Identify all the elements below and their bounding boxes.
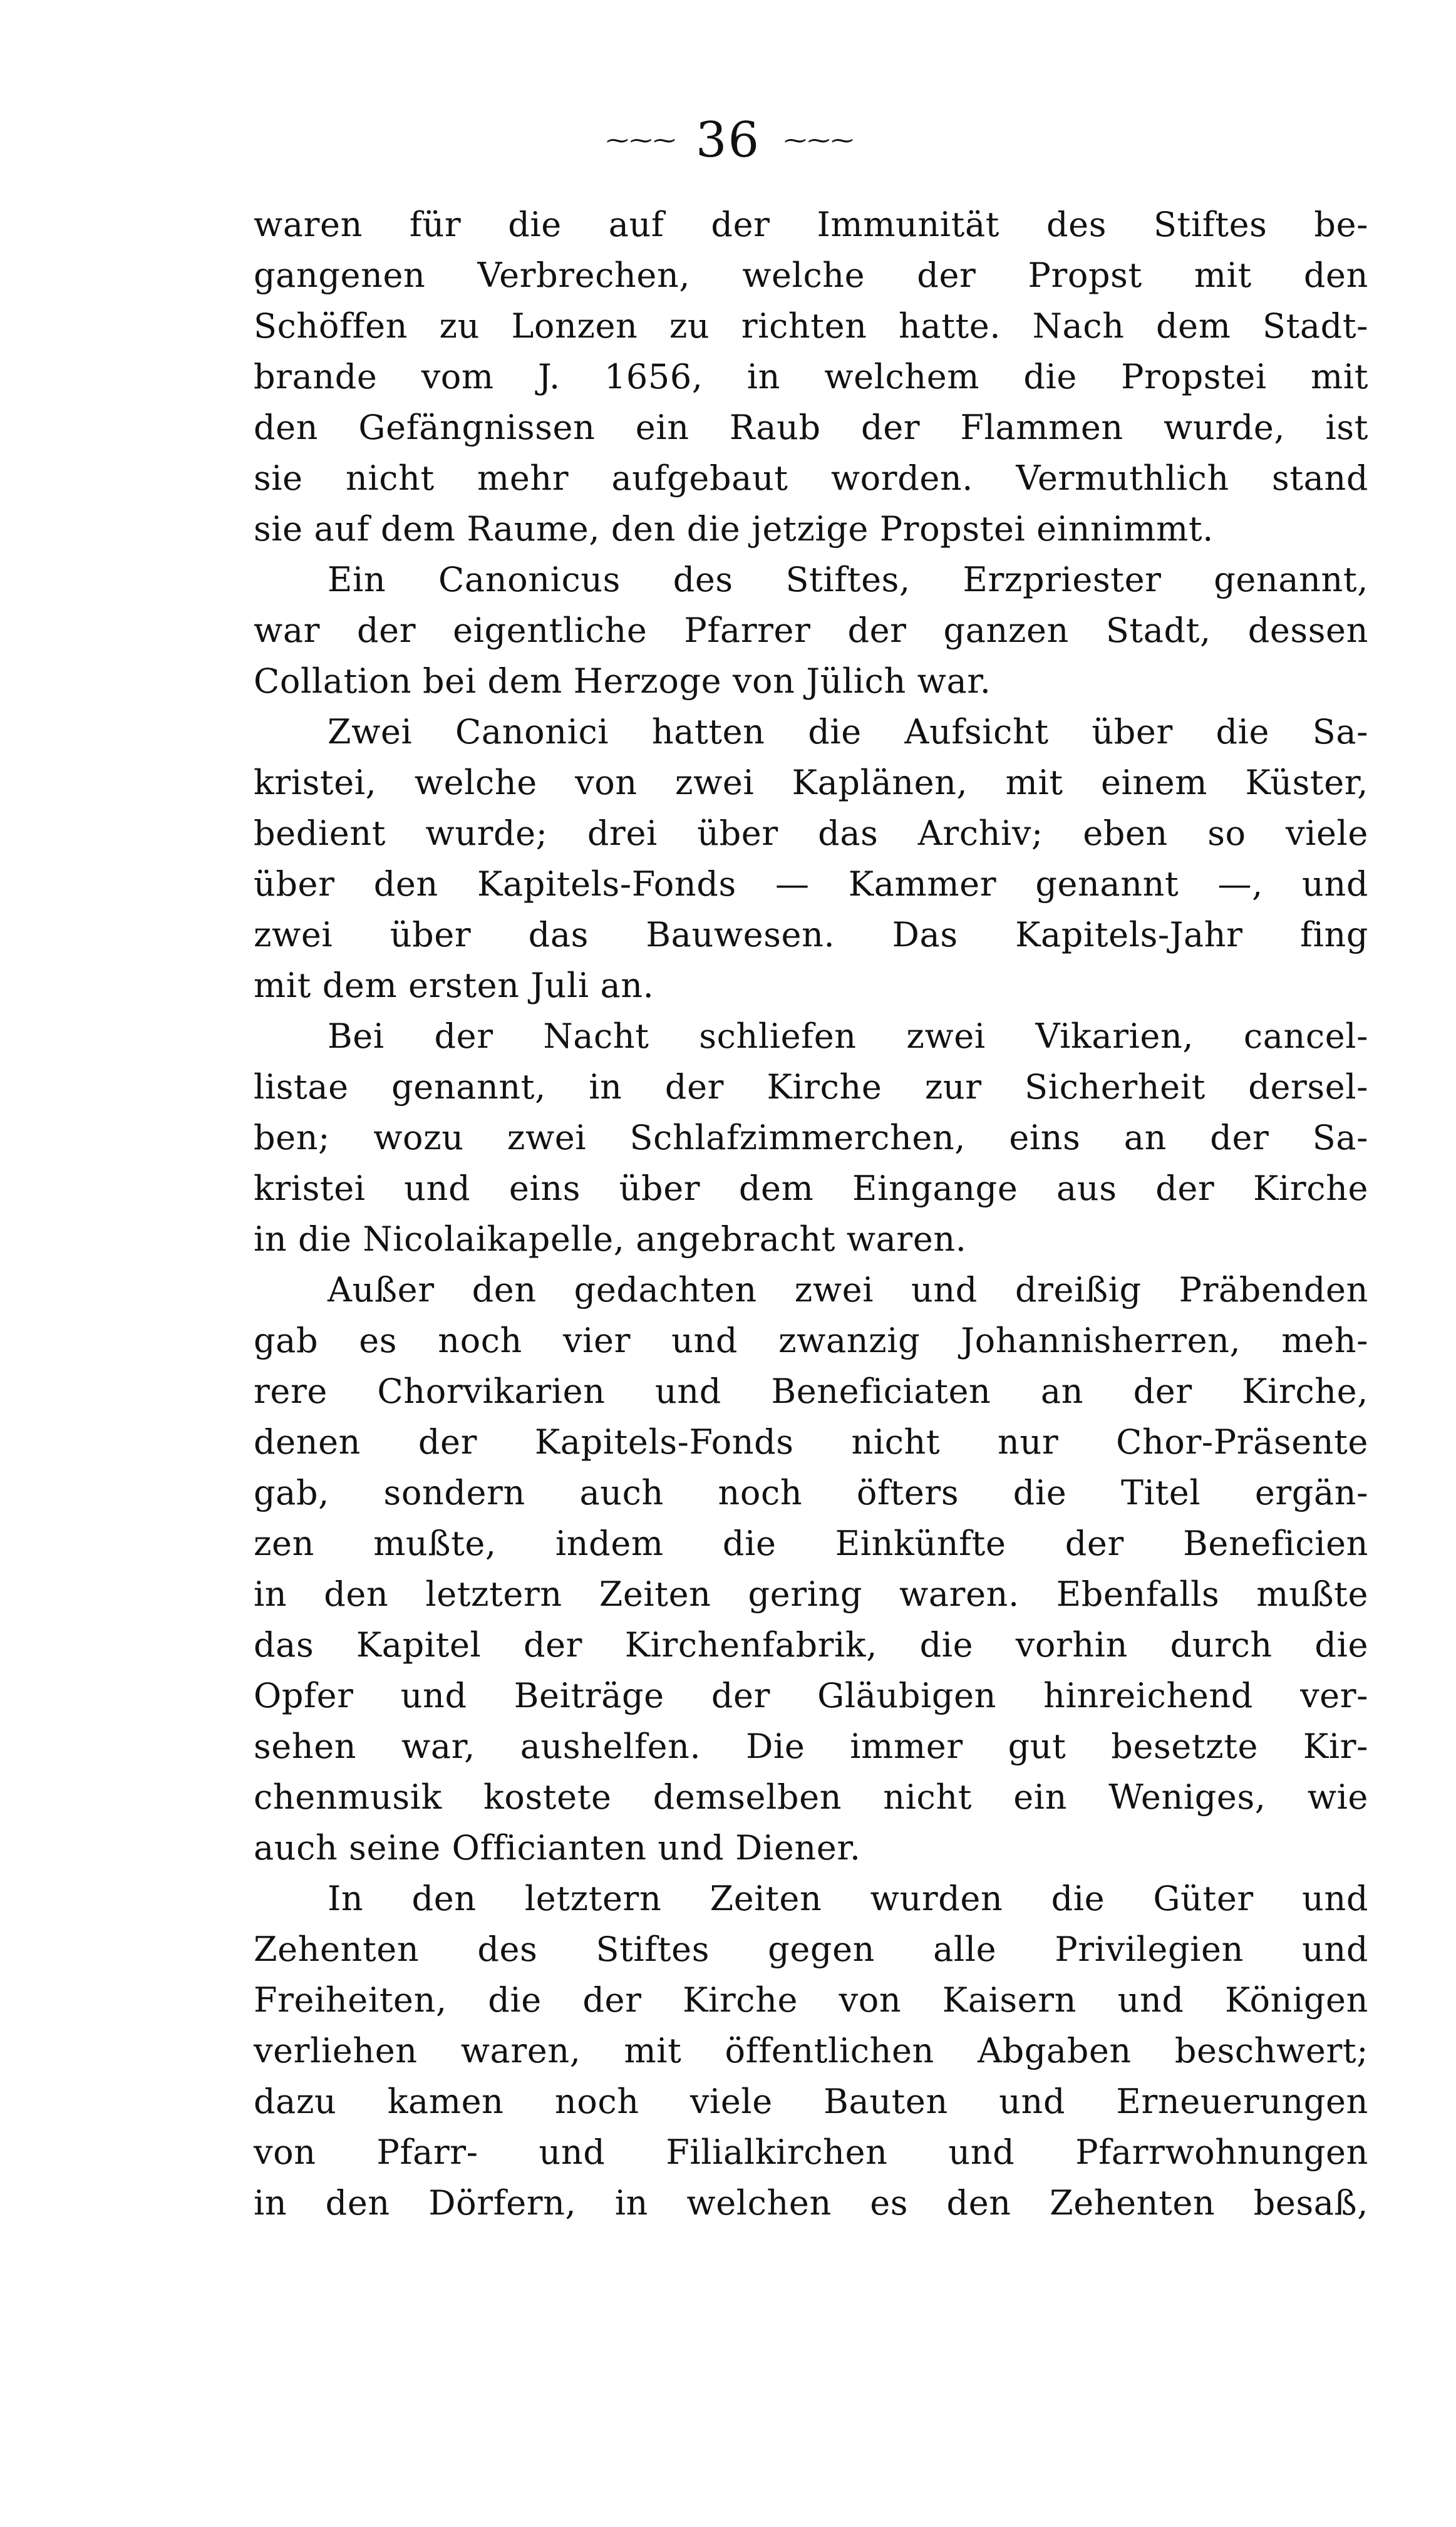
text-line: sie nicht mehr aufgebaut worden. Vermuthlich stand	[254, 458, 1368, 498]
header-ornament-left: ~~~	[604, 127, 674, 153]
text-line: Schöffen zu Lonzen zu richten hatte. Nach dem Stadt-	[254, 306, 1368, 346]
text-line: denen der Kapitels-Fonds nicht nur Chor-Präsente	[254, 1422, 1368, 1462]
text-line: kristei, welche von zwei Kaplänen, mit einem Küster,	[254, 763, 1368, 802]
text-line: brande vom J. 1656, in welchem die Propstei mit	[254, 357, 1368, 396]
text-line: den Gefängnissen ein Raub der Flammen wurde, ist	[254, 408, 1368, 447]
text-line: In den letztern Zeiten wurden die Güter und	[328, 1879, 1368, 1918]
text-line: das Kapitel der Kirchenfabrik, die vorhin durch die	[254, 1625, 1368, 1665]
text-line: chenmusik kostete demselben nicht ein Weniges, wie	[254, 1777, 1368, 1817]
text-line: kristei und eins über dem Eingange aus der Kirche	[254, 1169, 1368, 1208]
text-line: Opfer und Beiträge der Gläubigen hinreichend ver-	[254, 1676, 1368, 1715]
header-ornament-right: ~~~	[782, 127, 852, 153]
text-line: zen mußte, indem die Einkünfte der Beneficien	[254, 1524, 1368, 1563]
text-line: bedient wurde; drei über das Archiv; eben so viele	[254, 814, 1368, 853]
text-line: ben; wozu zwei Schlafzimmerchen, eins an der Sa-	[254, 1118, 1368, 1157]
text-line: sehen war, aushelfen. Die immer gut besetzte Kir-	[254, 1727, 1368, 1766]
text-line: Zwei Canonici hatten die Aufsicht über die Sa-	[328, 712, 1368, 752]
text-line: war der eigentliche Pfarrer der ganzen Stadt, dessen	[254, 611, 1368, 650]
body-text	[254, 199, 1368, 2228]
text-line: mit dem ersten Juli an.	[254, 966, 654, 1005]
page-number: 36	[695, 111, 761, 168]
text-line: in den Dörfern, in welchen es den Zehenten besaß,	[254, 2183, 1368, 2223]
text-line: von Pfarr- und Filialkirchen und Pfarrwohnungen	[254, 2132, 1368, 2172]
text-line: verliehen waren, mit öffentlichen Abgaben beschwert;	[254, 2031, 1368, 2070]
text-line: zwei über das Bauwesen. Das Kapitels-Jahr fing	[254, 915, 1368, 954]
text-line: auch seine Officianten und Diener.	[254, 1828, 861, 1868]
text-line: sie auf dem Raume, den die jetzige Propstei einnimmt.	[254, 509, 1214, 549]
text-line: in die Nicolaikapelle, angebracht waren.	[254, 1219, 967, 1259]
text-line: waren für die auf der Immunität des Stiftes be-	[254, 205, 1368, 244]
text-line: gab, sondern auch noch öfters die Titel ergän-	[254, 1473, 1368, 1512]
text-line: Außer den gedachten zwei und dreißig Präbenden	[328, 1270, 1368, 1310]
text-line: gab es noch vier und zwanzig Johannisherren, meh-	[254, 1321, 1368, 1360]
text-line: Collation bei dem Herzoge von Jülich war.	[254, 661, 991, 701]
text-line: Ein Canonicus des Stiftes, Erzpriester genannt,	[328, 560, 1368, 599]
text-line: in den letztern Zeiten gering waren. Ebenfalls mußte	[254, 1574, 1368, 1614]
text-line: Zehenten des Stiftes gegen alle Privilegien und	[254, 1930, 1368, 1969]
text-line: rere Chorvikarien und Beneficiaten an der Kirche,	[254, 1372, 1368, 1411]
text-line: Bei der Nacht schliefen zwei Vikarien, cancel-	[328, 1016, 1368, 1056]
text-line: über den Kapitels-Fonds — Kammer genannt —, und	[254, 864, 1368, 904]
text-line: dazu kamen noch viele Bauten und Erneuerungen	[254, 2082, 1368, 2121]
text-line: gangenen Verbrechen, welche der Propst mit den	[254, 256, 1368, 295]
text-line: Freiheiten, die der Kirche von Kaisern und Königen	[254, 1980, 1368, 2020]
text-line: listae genannt, in der Kirche zur Sicherheit dersel-	[254, 1067, 1368, 1107]
page-header	[0, 105, 1456, 172]
